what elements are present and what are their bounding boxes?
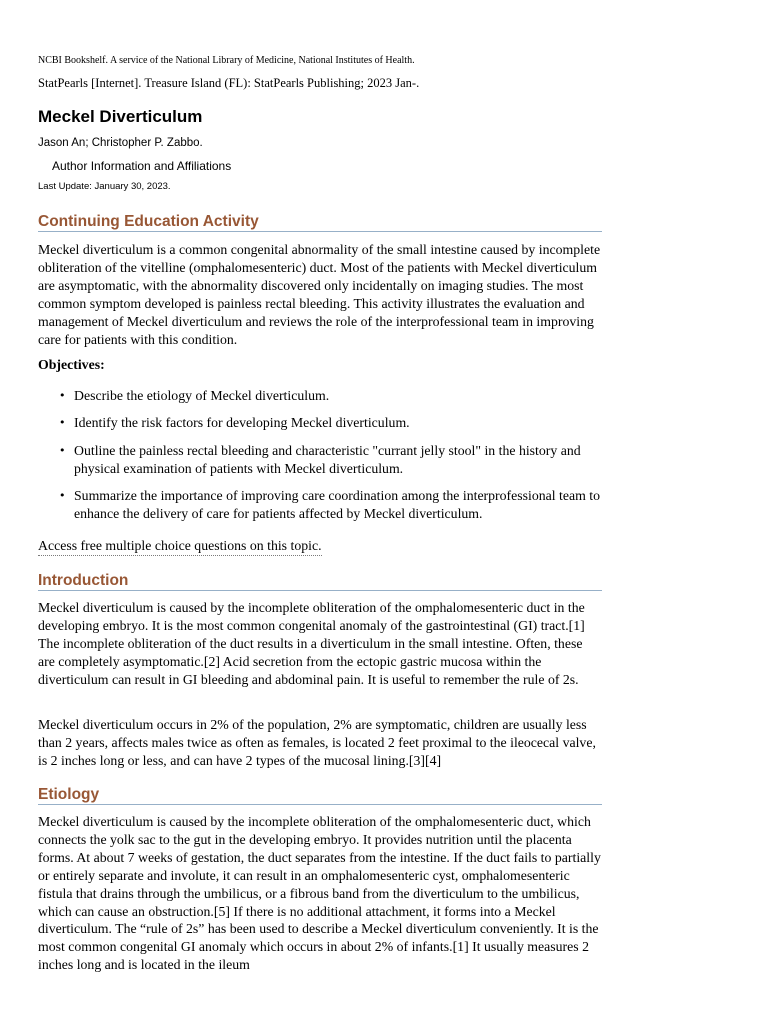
section-heading-etiology: Etiology — [38, 785, 602, 805]
mcq-access-link[interactable]: Access free multiple choice questions on this topic. — [38, 537, 322, 556]
last-update: Last Update: January 30, 2023. — [38, 181, 171, 192]
statpearls-citation: StatPearls [Internet]. Treasure Island (FL): StatPearls Publishing; 2023 Jan-. — [38, 76, 420, 90]
objectives-label: Objectives: — [38, 357, 105, 372]
author-affiliations-link[interactable]: Author Information and Affiliations — [52, 159, 232, 173]
cea-paragraph: Meckel diverticulum is a common congenital abnormality of the small intestine caused by incomplete obliteration of the vitelline (omphalomesenteric) duct. Most of the patients with Meckel diverticulum are asymptomatic, with the abnormality discovered only incidentally on imaging studies. The most common symptom developed is painless rectal bleeding. This activity illustrates the evaluation and management of Meckel diverticulum and reviews the role of the interprofessional team in improving care for patients with this condition. — [38, 242, 601, 347]
objective-item: • Summarize the importance of improving care coordination among the interprofessional team to enhance the delivery of care for patients affected by Meckel diverticulum. — [74, 487, 602, 523]
introduction-paragraph-2: Meckel diverticulum occurs in 2% of the population, 2% are symptomatic, children are usually less than 2 years, affects males twice as often as females, is located 2 feet proximal to the ileocecal valve, is 2 inches long or less, and can have 2 types of the mucosal lining.[3][4] — [38, 717, 596, 768]
objectives-list — [38, 387, 602, 532]
objective-item: • Describe the etiology of Meckel diverticulum. — [74, 387, 602, 405]
introduction-paragraph-1: Meckel diverticulum is caused by the incomplete obliteration of the omphalomesenteric duct in the developing embryo. It is the most common congenital anomaly of the gastrointestinal (GI) tract.[1] The incomplete obliteration of the duct results in a diverticulum in the small intestine. Often, these are completely asymptomatic.[2] Acid secretion from the ectopic gastric mucosa within the diverticulum can result in GI bleeding and abdominal pain. It is useful to remember the rule of 2s. — [38, 600, 585, 687]
objective-item: • Identify the risk factors for developing Meckel diverticulum. — [74, 414, 602, 432]
section-heading-cea: Continuing Education Activity — [38, 212, 602, 232]
etiology-paragraph-1: Meckel diverticulum is caused by the incomplete obliteration of the omphalomesenteric duct, which connects the yolk sac to the gut in the developing embryo. It provides nutrition until the placenta forms. At about 7 weeks of gestation, the duct separates from the intestine. If the duct fails to partially or entirely separate and involute, it can result in an omphalomesenteric cyst, omphalomesenteric fistula that drains through the umbilicus, or a fibrous band from the diverticulum to the umbilicus, which can cause an obstruction.[5] If there is no additional attachment, it forms into a Meckel diverticulum. The “rule of 2s” has been used to describe a Meckel diverticulum conveniently. It is the most common congenital GI anomaly which occurs in about 2% of infants.[1] It usually measures 2 inches long and is located in the ileum — [38, 814, 601, 973]
article-authors: Jason An; Christopher P. Zabbo. — [38, 137, 203, 149]
ncbi-bookshelf-line: NCBI Bookshelf. A service of the National Library of Medicine, National Institutes of Health. — [38, 55, 415, 66]
article-title: Meckel Diverticulum — [38, 107, 203, 126]
section-heading-introduction: Introduction — [38, 571, 602, 591]
objective-item: • Outline the painless rectal bleeding and characteristic "currant jelly stool" in the history and physical examination of patients with Meckel diverticulum. — [74, 442, 602, 478]
